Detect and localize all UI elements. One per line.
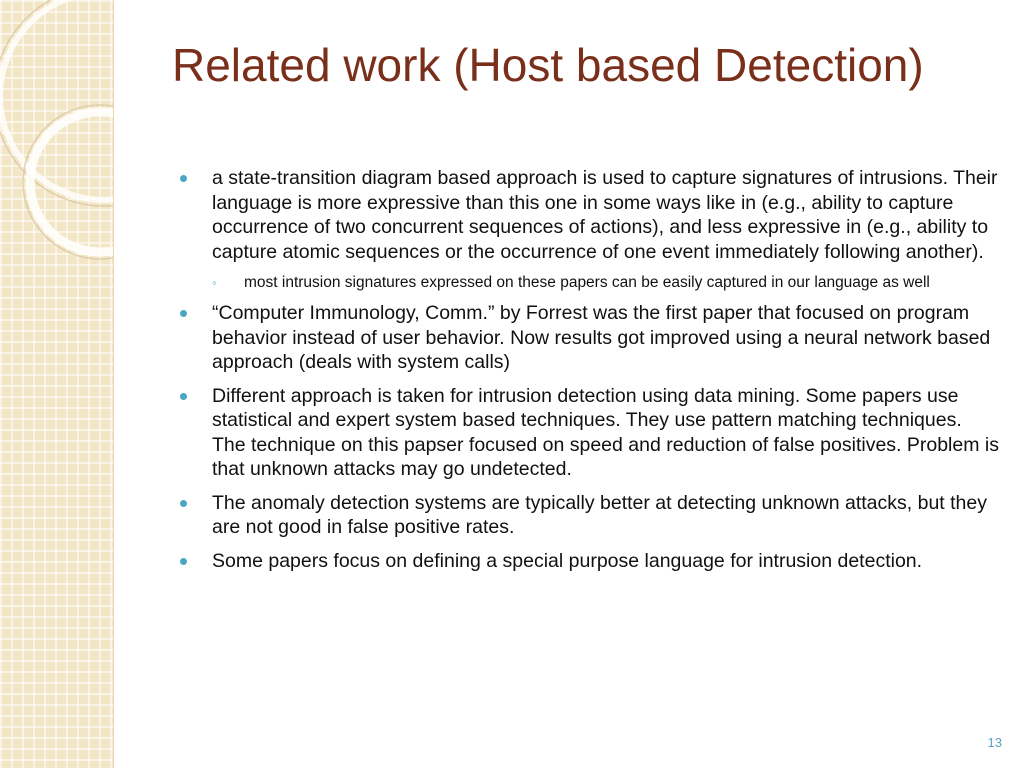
decorative-rings bbox=[0, 0, 113, 768]
bullet-dot-icon bbox=[180, 310, 187, 317]
bullet-item bbox=[180, 166, 1000, 292]
decorative-sidebar bbox=[0, 0, 114, 768]
bullet-dot-icon bbox=[180, 500, 187, 507]
bullet-text: “Computer Immunology, Comm.” by Forrest was the first paper that focused on program behavior instead of user behavior. Now results got improved using a neural network based approach (deals with system calls) bbox=[212, 302, 991, 373]
sub-bullet-text: most intrusion signatures expressed on these papers can be easily captured in our language as well bbox=[244, 274, 930, 291]
ring-large bbox=[0, 0, 113, 200]
bullet-item bbox=[180, 491, 1000, 540]
bullet-text: Some papers focus on defining a special purpose language for intrusion detection. bbox=[212, 549, 923, 572]
bullet-dot-icon bbox=[180, 393, 187, 400]
bullet-text: The anomaly detection systems are typically better at detecting unknown attacks, but they are not good in false positive rates. bbox=[212, 491, 987, 538]
slide-title: Related work (Host based Detection) bbox=[172, 39, 924, 91]
bullet-dot-icon bbox=[180, 175, 187, 182]
bullet-text: a state-transition diagram based approach is used to capture signatures of intrusions. Their language is more expressive than this one in some ways like in (e.g., ability to capture occurrence of two concurrent sequences of actions), and less expressive in (e.g., ability to capture atomic sequences or the occurrence of one event immediately following another). bbox=[212, 167, 998, 263]
slide-content bbox=[180, 166, 1000, 582]
bullet-list bbox=[180, 166, 1000, 573]
hollow-circle-bullet-icon: ◦ bbox=[212, 275, 217, 290]
bullet-text: Different approach is taken for intrusion detection using data mining. Some papers use statistical and expert system based techniques. They use pattern matching techniques. The technique on this papser focused on speed and reduction of false positives. Problem is that unknown attacks may go undetected. bbox=[212, 384, 999, 480]
bullet-item bbox=[180, 549, 1000, 574]
bullet-dot-icon bbox=[180, 558, 187, 565]
page-number: 13 bbox=[987, 735, 1002, 750]
ring-large-outline bbox=[0, 0, 113, 206]
sub-bullet-list bbox=[212, 273, 1000, 292]
sub-bullet-item bbox=[212, 273, 1000, 292]
bullet-item bbox=[180, 384, 1000, 482]
bullet-item bbox=[180, 301, 1000, 375]
